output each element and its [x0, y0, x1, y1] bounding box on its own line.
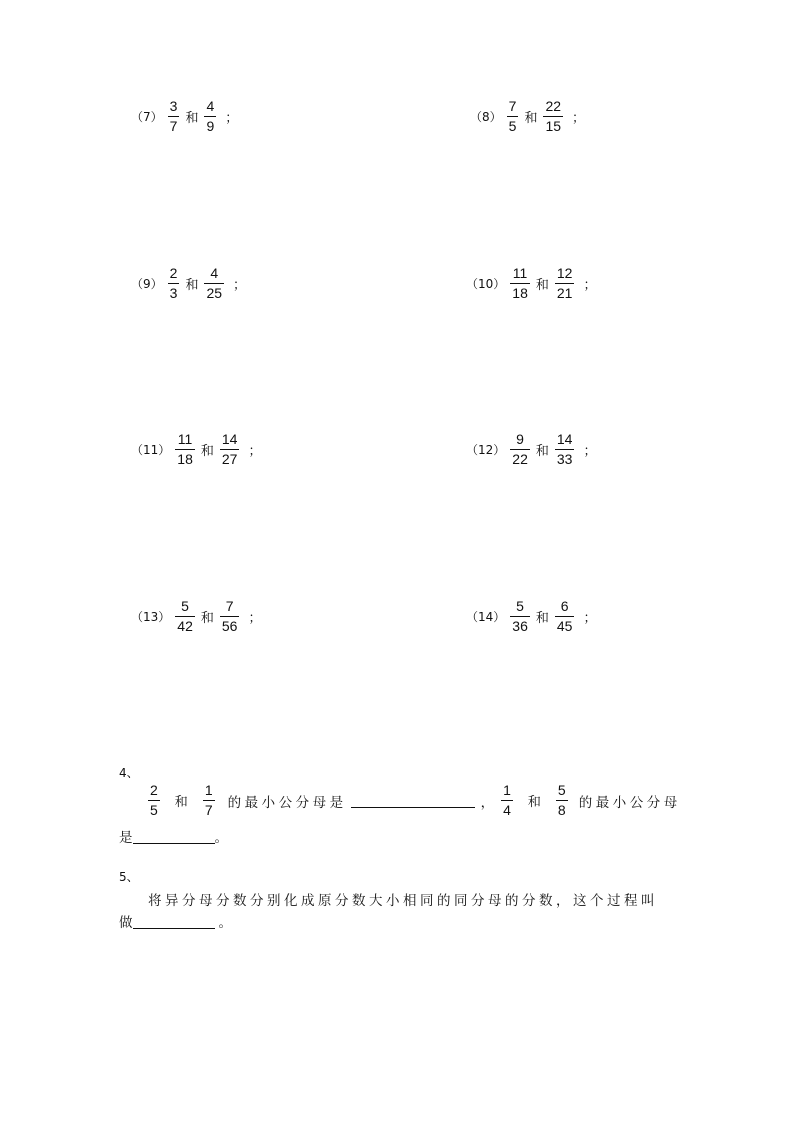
semicolon: ； — [583, 443, 597, 459]
numerator: 5 — [557, 782, 566, 798]
semicolon: ； — [248, 443, 262, 459]
denominator: 9 — [206, 117, 215, 134]
denominator: 25 — [206, 284, 223, 301]
fraction — [204, 782, 214, 819]
question-text: 做 — [119, 915, 133, 931]
fraction — [556, 431, 574, 468]
fraction — [169, 98, 179, 135]
semicolon: ； — [233, 277, 247, 293]
question-text: 是 — [119, 830, 133, 846]
numerator: 2 — [169, 264, 178, 281]
denominator: 42 — [177, 617, 193, 634]
fraction — [205, 98, 215, 135]
numerator: 3 — [169, 97, 178, 114]
conjunction: 和 — [174, 795, 188, 810]
denominator: 5 — [508, 117, 517, 134]
conjunction: 和 — [527, 795, 541, 810]
denominator: 5 — [150, 802, 158, 818]
question-4-line-2 — [119, 826, 228, 846]
problem-12 — [466, 427, 596, 471]
fraction — [508, 98, 518, 135]
problem-11 — [131, 427, 261, 471]
conjunction: 和 — [185, 277, 199, 293]
numerator: 12 — [556, 264, 573, 281]
denominator: 3 — [169, 284, 178, 301]
conjunction: 和 — [524, 110, 538, 126]
numerator: 7 — [225, 597, 234, 614]
conjunction: 和 — [535, 443, 549, 459]
problem-7 — [131, 94, 238, 138]
fraction — [556, 598, 574, 635]
numerator: 5 — [181, 597, 189, 614]
fraction — [169, 265, 179, 302]
problem-number: （14） — [466, 609, 506, 624]
fraction — [149, 782, 159, 819]
numerator: 7 — [508, 97, 517, 114]
numerator: 14 — [221, 430, 238, 447]
question-4-line-1 — [149, 782, 681, 819]
period: 。 — [218, 915, 232, 931]
question-5-number: 5、 — [119, 870, 139, 884]
fraction — [511, 265, 529, 302]
denominator: 56 — [221, 617, 238, 634]
fraction — [557, 782, 567, 819]
fraction — [544, 98, 562, 135]
problem-13 — [131, 594, 261, 638]
denominator: 27 — [221, 450, 238, 467]
numerator: 1 — [503, 782, 511, 798]
conjunction: 和 — [535, 277, 549, 293]
numerator: 22 — [545, 97, 562, 114]
problem-14 — [466, 594, 596, 638]
answer-blank[interactable] — [351, 793, 475, 808]
denominator: 36 — [512, 617, 528, 634]
denominator: 21 — [556, 284, 573, 301]
problem-number: （8） — [470, 109, 502, 124]
problem-number: （10） — [466, 276, 506, 291]
fraction — [556, 265, 574, 302]
semicolon: ； — [583, 610, 597, 626]
semicolon: ； — [572, 110, 586, 126]
question-text: 的最小公分母 — [578, 794, 681, 811]
denominator: 45 — [556, 617, 573, 634]
question-5-line-1: 将异分母分数分别化成原分数大小相同的同分母的分数，这个过程叫 — [148, 893, 658, 909]
conjunction: 和 — [200, 610, 214, 626]
question-text: 的最小公分母是 — [227, 794, 347, 811]
denominator: 7 — [169, 117, 178, 134]
period: 。 — [214, 830, 228, 846]
comma: ， — [480, 794, 495, 811]
numerator: 6 — [560, 597, 569, 614]
semicolon: ； — [583, 277, 597, 293]
numerator: 14 — [556, 430, 573, 447]
problem-number: （12） — [466, 442, 506, 457]
conjunction: 和 — [200, 443, 214, 459]
fraction — [221, 598, 239, 635]
denominator: 18 — [512, 284, 528, 301]
problem-number: （11） — [131, 442, 171, 457]
fraction — [176, 431, 194, 468]
denominator: 22 — [512, 450, 528, 467]
numerator: 4 — [206, 97, 215, 114]
fraction — [205, 265, 223, 302]
semicolon: ； — [248, 610, 262, 626]
numerator: 9 — [516, 430, 524, 447]
semicolon: ； — [225, 110, 239, 126]
problem-number: （9） — [131, 276, 163, 291]
problem-10 — [466, 261, 596, 305]
numerator: 2 — [150, 782, 158, 798]
numerator: 11 — [177, 430, 193, 447]
denominator: 18 — [177, 450, 193, 467]
answer-blank[interactable] — [133, 914, 215, 929]
fraction — [221, 431, 239, 468]
problem-9 — [131, 261, 246, 305]
fraction — [511, 598, 529, 635]
fraction — [511, 431, 529, 468]
denominator: 8 — [557, 802, 566, 818]
question-5-line-2 — [119, 911, 232, 931]
denominator: 7 — [204, 802, 213, 818]
numerator: 11 — [512, 264, 528, 281]
numerator: 1 — [204, 782, 213, 798]
denominator: 33 — [556, 450, 573, 467]
answer-blank[interactable] — [133, 829, 215, 844]
question-4-number: 4、 — [119, 766, 139, 780]
numerator: 4 — [210, 264, 219, 281]
denominator: 15 — [545, 117, 562, 134]
fraction — [502, 782, 512, 819]
denominator: 4 — [503, 802, 511, 818]
problem-number: （13） — [131, 609, 171, 624]
numerator: 5 — [516, 597, 524, 614]
conjunction: 和 — [185, 110, 199, 126]
problem-8 — [470, 94, 585, 138]
fraction — [176, 598, 194, 635]
conjunction: 和 — [535, 610, 549, 626]
problem-number: （7） — [131, 109, 163, 124]
